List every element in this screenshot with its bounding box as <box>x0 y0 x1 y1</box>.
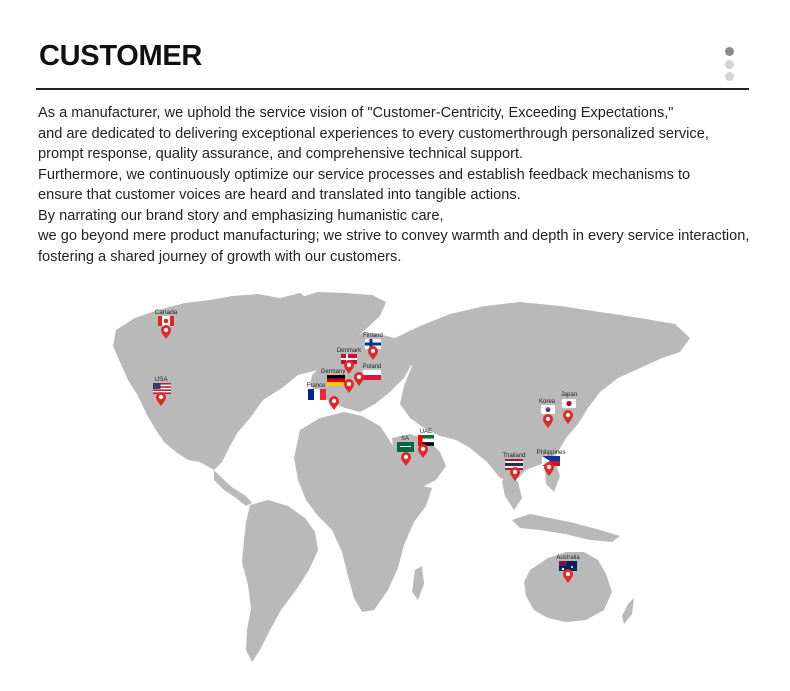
country-label: Finland <box>363 333 383 339</box>
poland-flag-icon <box>363 370 381 380</box>
paragraph-line: we go beyond mere product manufacturing; we strive to convey warmth and depth in every service interaction, <box>38 228 750 244</box>
germany-flag-icon <box>327 375 345 386</box>
paragraph-line: and are dedicated to delivering exceptional experiences to every customerthrough personalized service, <box>38 125 709 142</box>
country-label: Poland <box>362 364 382 370</box>
saudi-arabia-flag-icon <box>397 442 414 452</box>
korea-flag-icon <box>541 405 555 414</box>
country-label: SA <box>400 436 410 442</box>
canada-flag-icon <box>158 316 174 326</box>
country-label: Japan <box>560 392 578 398</box>
country-label: France <box>306 383 326 389</box>
country-label: Denmark <box>336 348 362 354</box>
uae-flag-icon <box>418 435 434 446</box>
france-flag-icon <box>308 389 326 400</box>
japan-flag-icon <box>562 399 576 408</box>
paragraph-line: As a manufacturer, we uphold the service vision of "Customer-Centricity, Exceeding Expectations," <box>38 105 674 121</box>
paragraph-line: fostering a shared journey of growth with our customers. <box>38 248 402 265</box>
continents <box>113 292 690 662</box>
country-label: Australia <box>556 555 580 561</box>
paragraph-line: prompt response, quality assurance, and comprehensive technical support. <box>38 146 524 162</box>
south-america-shape <box>242 500 318 662</box>
country-label: Philippines <box>536 450 566 456</box>
paragraph-line: By narrating our brand story and emphasizing humanistic care, <box>38 207 444 224</box>
indonesia-shape <box>512 514 620 542</box>
page-title: CUSTOMER <box>39 40 203 72</box>
madagascar-shape <box>412 566 424 600</box>
country-label: Canada <box>154 309 178 316</box>
country-label: Germany <box>320 369 346 375</box>
country-label: UAE <box>419 429 433 435</box>
paragraph-line: ensure that customer voices are heard and translated into tangible actions. <box>38 187 521 203</box>
country-label: Korea <box>538 399 556 405</box>
country-label: USA <box>154 376 168 383</box>
country-label: Thailand <box>502 453 526 459</box>
new-zealand-shape <box>622 598 634 624</box>
paragraph-line: Furthermore, we continuously optimize our service processes and establish feedback mechanisms to <box>38 166 691 183</box>
location-pin-icon <box>329 396 339 410</box>
central-america-shape <box>214 470 252 506</box>
